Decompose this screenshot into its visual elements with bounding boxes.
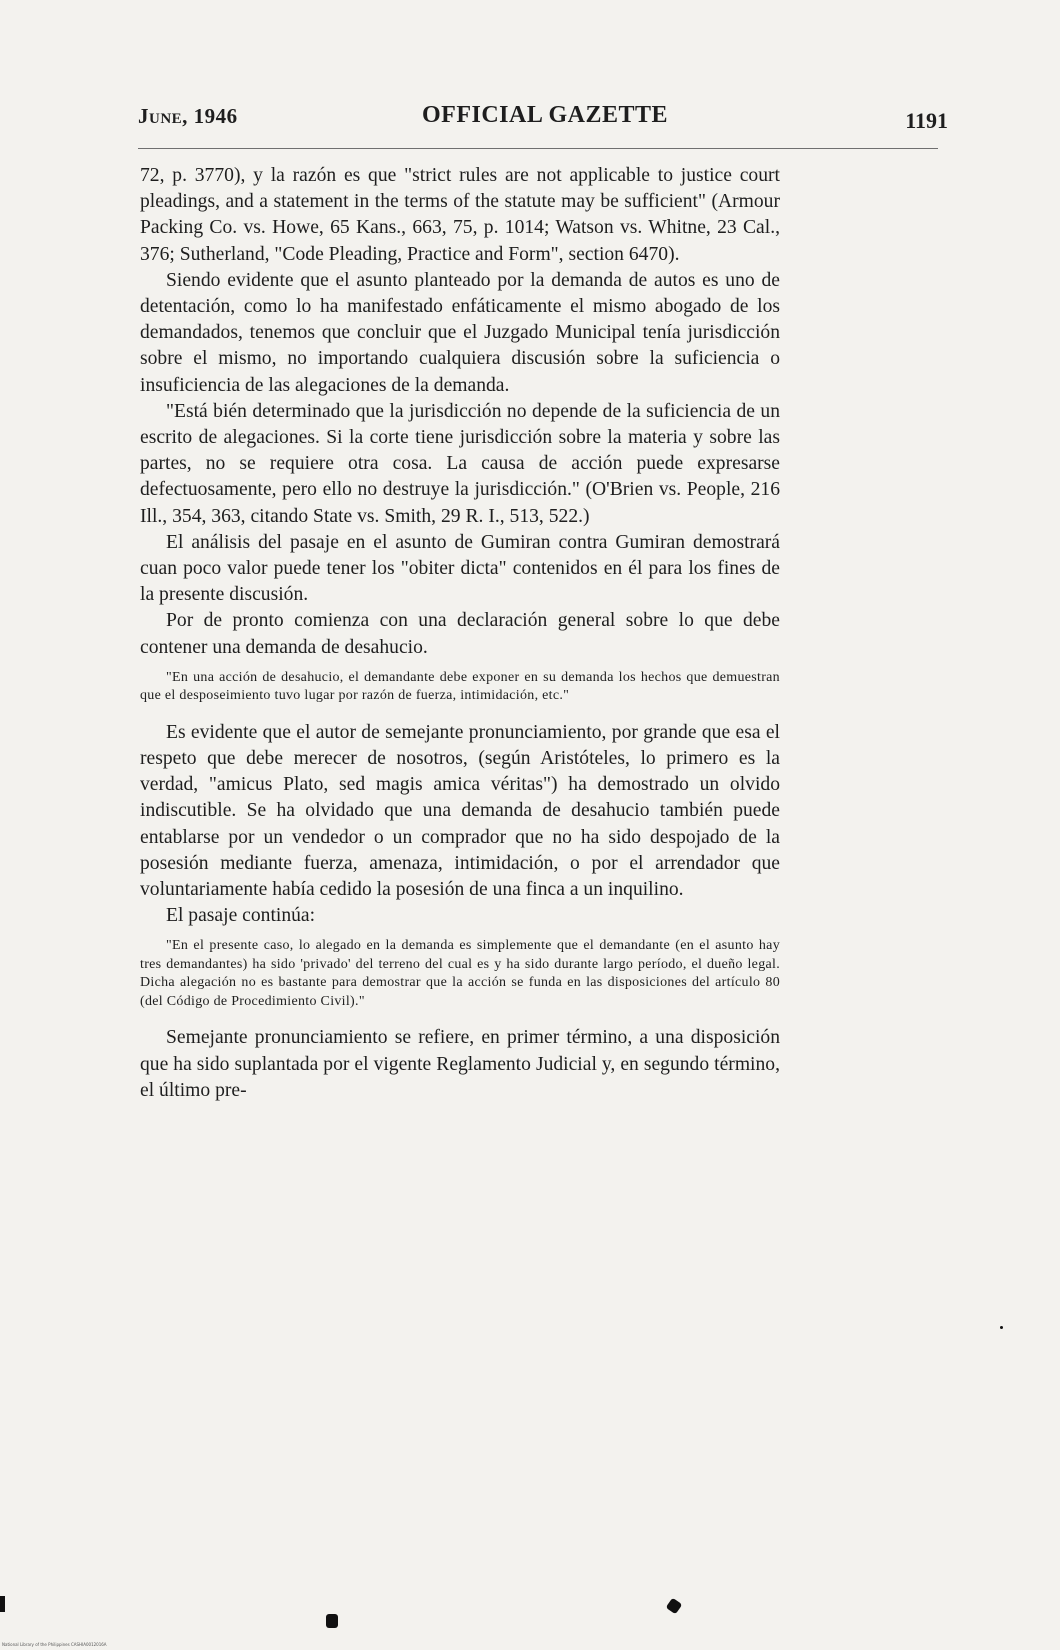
scan-mark — [0, 1596, 5, 1612]
paragraph: El pasaje continúa: — [166, 905, 316, 927]
scan-mark — [666, 1598, 683, 1615]
header-rule — [138, 148, 938, 149]
paragraph-citation: "Está bién determinado que la jurisdicción no depende de la suficiencia de un escrito de alegaciones. Si la corte tiene jurisdicción sobre la materia y sobre las partes, no se requiere otra cosa. La causa de acción puede expresarse defectuosamente, pero ello no destruye la jurisdicción." (O'Brien vs. People, 216 Ill., 354, 363, citando State vs. Smith, 29 R. I., 513, 522.) — [140, 400, 780, 527]
header-date: June, 1946 — [138, 104, 238, 128]
library-credit: National Library of the Philippines CASHIA0012016A — [2, 1642, 107, 1647]
page-body — [140, 163, 780, 1104]
paragraph: Es evidente que el autor de semejante pronunciamiento, por grande que esa el respeto que debe merecer de nosotros, (según Aristóteles, lo primero es la verdad, "amicus Plato, sed magis amica véritas") ha demostrado un olvido indiscutible. Se ha olvidado que una demanda de desahucio también puede entablarse por un vendedor o un comprador que no ha sido despojado de la posesión mediante fuerza, amenaza, intimidación, o por el arrendador que voluntariamente había cedido la posesión de una finca a un inquilino. — [140, 721, 780, 901]
paragraph-continued: 72, p. 3770), y la razón es que "strict rules are not applicable to justice court pleadings, and a statement in the terms of the statute may be sufficient" (Armour Packing Co. vs. Howe, 65 Kans., 663, 75, p. 1014; Watson vs. Whitne, 23 Cal., 376; Sutherland, "Code Pleading, Practice and Form", section 6470). — [140, 165, 780, 265]
paragraph: Siendo evidente que el asunto planteado por la demanda de autos es uno de detentación, como lo ha manifestado enfáticamente el mismo abogado de los demandados, tenemos que concluir que el Juzgado Municipal tenía jurisdicción sobre el mismo, no importando cualquiera discusión sobre la suficiencia o insuficiencia de las alegaciones de la demanda. — [140, 269, 780, 396]
header-page-number: 1191 — [905, 108, 948, 133]
scan-speck — [1000, 1326, 1003, 1329]
block-quote: "En una acción de desahucio, el demandante debe exponer en su demanda los hechos que demuestran que el desposeimiento tuvo lugar por razón de fuerza, intimidación, etc." — [140, 669, 780, 704]
paragraph: El análisis del pasaje en el asunto de Gumiran contra Gumiran demostrará cuan poco valor puede tener los "obiter dicta" contenidos en él para los fines de la presente discusión. — [140, 531, 780, 606]
page-header — [138, 104, 948, 144]
header-title: OFFICIAL GAZETTE — [422, 102, 669, 128]
scan-mark — [326, 1614, 338, 1628]
paragraph: Semejante pronunciamiento se refiere, en primer término, a una disposición que ha sido suplantada por el vigente Reglamento Judicial y, en segundo término, el último pre- — [140, 1027, 780, 1101]
paragraph: Por de pronto comienza con una declaración general sobre lo que debe contener una demanda de desahucio. — [140, 610, 780, 658]
block-quote: "En el presente caso, lo alegado en la demanda es simplemente que el demandante (en el asunto hay tres demandantes) ha sido 'privado' del terreno del cual es y ha sido durante largo período, el dueño legal. Dicha alegación no es bastante para demostrar que la acción se funda en las disposiciones del artículo 80 (del Código de Procedimiento Civil)." — [140, 938, 780, 1009]
